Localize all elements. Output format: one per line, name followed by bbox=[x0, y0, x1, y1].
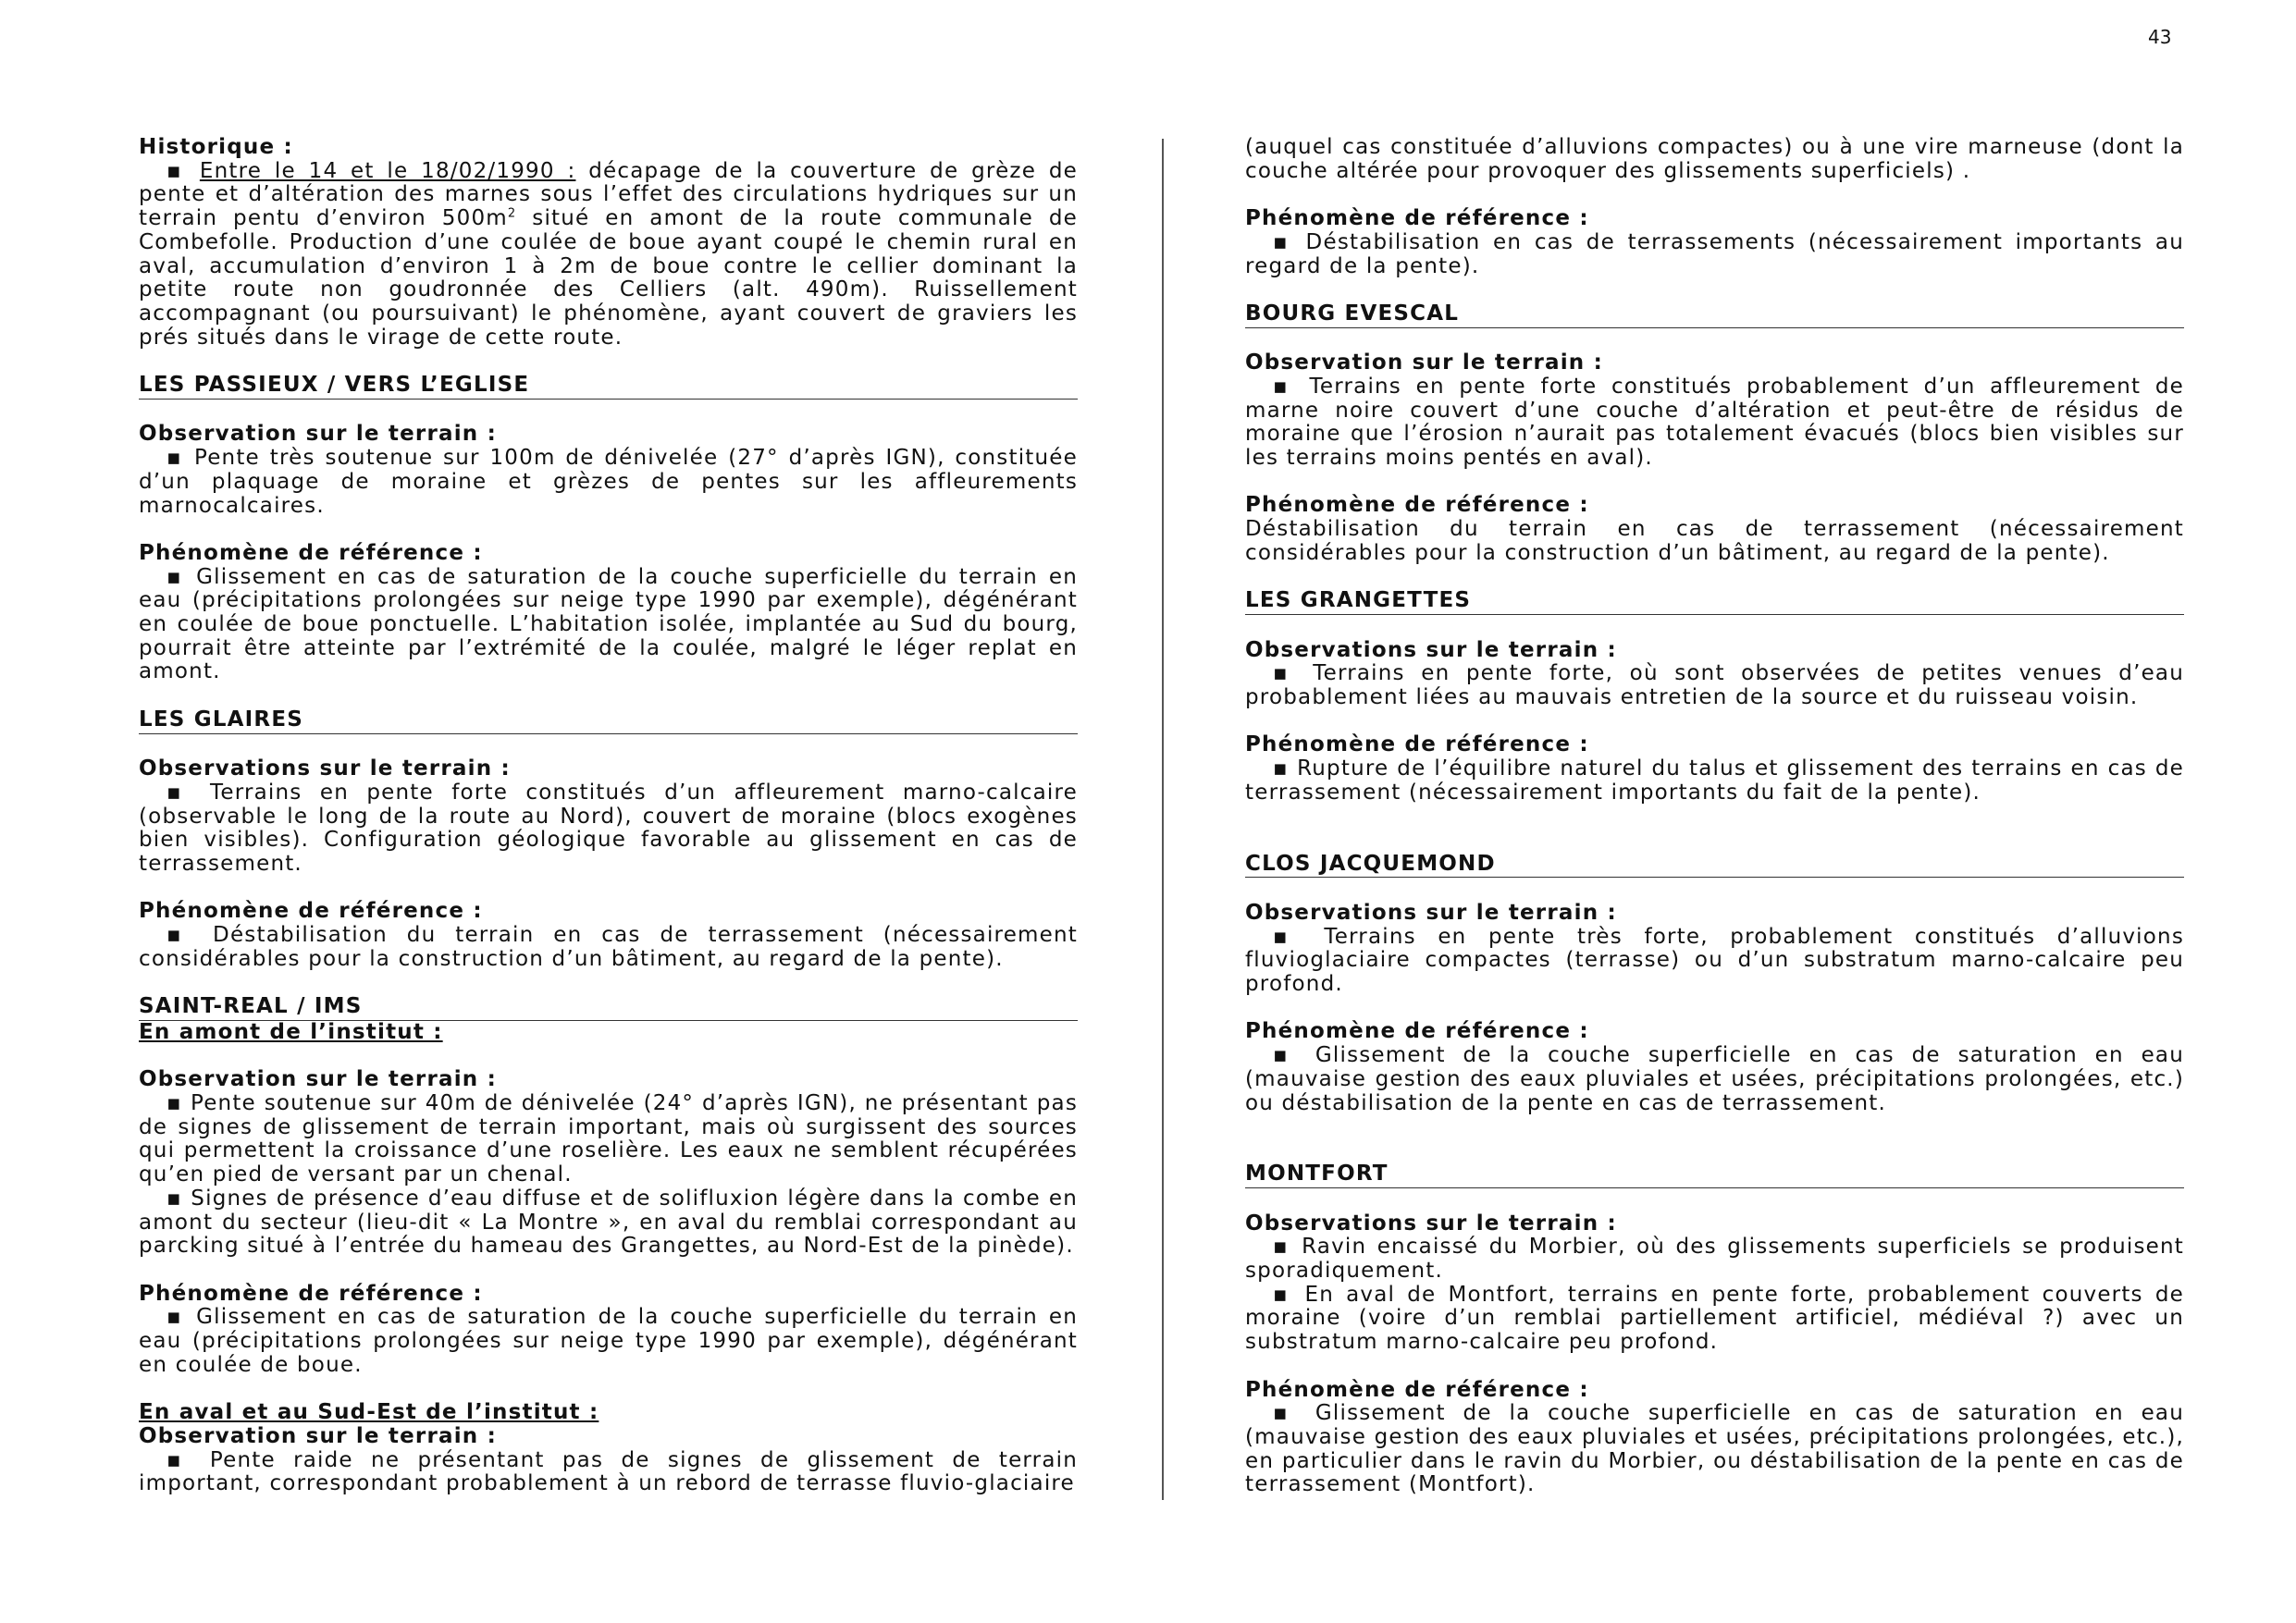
montfort-phen-label: Phénomène de référence : bbox=[1245, 1377, 1589, 1402]
saint-real-obs-text-2: ▪ Signes de présence d’eau diffuse et de solifluxion légère dans la combe en amont du secteur (lieu-dit « La Montre », en aval du remblai correspondant au parcking situé à l’entrée du hameau des Grangettes, au Nord-Est de la pinède). bbox=[139, 1186, 1078, 1259]
section-title-passieux: LES PASSIEUX / VERS L’EGLISE bbox=[139, 374, 1078, 400]
saint-real-amont-label: En amont de l’institut : bbox=[139, 1019, 443, 1044]
page-number: 43 bbox=[2148, 26, 2172, 48]
saint-real-obs-text-1: ▪ Pente soutenue sur 40m de dénivelée (24° d’après IGN), ne présentant pas de signes de glissement de terrain important, mais où surgissent des sources qui permettent la croissance d’une roselière. Les eaux ne semblent récupérées qu’en pied de versant par un chenal. bbox=[139, 1091, 1078, 1187]
grangettes-phen-text: ▪ Rupture de l’équilibre naturel du talus et glissement des terrains en cas de terrassement (nécessairement importants du fait de la pente). bbox=[1245, 756, 2184, 805]
saint-real-obs-label: Observation sur le terrain : bbox=[139, 1067, 497, 1092]
clos-phen-text: ▪ Glissement de la couche superficielle en cas de saturation en eau (mauvaise gestion des eaux pluviales et usées, précipitations prolongées, etc.) ou déstabilisation de la pente en cas de terrassement. bbox=[1245, 1043, 2184, 1115]
clos-obs-text: ▪ Terrains en pente très forte, probablement constitués d’alluvions fluvioglaciaire compactes (terrasse) ou d’un substratum marno-calcaire peu profond. bbox=[1245, 924, 2184, 997]
historique-text: ▪ Entre le 14 et le 18/02/1990 : décapage de la couverture de grèze de pente et d’altération des marnes sous l’effet des circulations hydriques sur un terrain pentu d’environ $500m^2$ situé en amont de la route communale de Combefolle. Production d’une coulée de boue ayant coupé le chemin rural en aval, accumulation d’environ 1 à 2m de boue contre le cellier dominant la petite route non goudronnée des Celliers (alt. 490m). Ruissellement accompagnant (ou poursuivant) le phénomène, ayant couvert de graviers les prés situés dans le virage de cette route. bbox=[139, 158, 1078, 350]
section-title-clos-jacquemond: CLOS JACQUEMOND bbox=[1245, 853, 2184, 879]
passieux-obs-label: Observation sur le terrain : bbox=[139, 422, 497, 447]
section-title-glaires: LES GLAIRES bbox=[139, 708, 1078, 734]
section-title-saint-real: SAINT-REAL / IMS bbox=[139, 995, 1078, 1021]
montfort-phen-text: ▪ Glissement de la couche superficielle en cas de saturation en eau (mauvaise gestion des eaux pluviales et usées, précipitations prolongées, etc.), en particulier dans le ravin du Morbier, ou déstabilisation de la pente en cas de terrassement (Montfort). bbox=[1245, 1401, 2184, 1497]
grangettes-obs-text: ▪ Terrains en pente forte, où sont observées de petites venues d’eau probablement liées au mauvais entretien de la source et du ruisseau voisin. bbox=[1245, 661, 2184, 710]
bourg-phen-text: Déstabilisation du terrain en cas de terrassement (nécessairement considérables pour la construction d’un bâtiment, au regard de la pente). bbox=[1245, 517, 2184, 565]
montfort-obs-label: Observations sur le terrain : bbox=[1245, 1211, 1617, 1236]
bourg-phen-label: Phénomène de référence : bbox=[1245, 493, 1589, 518]
saint-real-obs2-text: ▪ Pente raide ne présentant pas de signes de glissement de terrain important, correspondant probablement à un rebord de terrasse fluvio-glaciaire bbox=[139, 1447, 1078, 1496]
saint-real-phen-label: Phénomène de référence : bbox=[139, 1281, 483, 1306]
glaires-obs-text: ▪ Terrains en pente forte constitués d’un affleurement marno-calcaire (observable le long de la route au Nord), couvert de moraine (blocs exogènes bien visibles). Configuration géologique favorable au glissement en cas de terrassement. bbox=[139, 780, 1078, 877]
historique-label: Historique : bbox=[139, 135, 293, 159]
passieux-phen-text: ▪ Glissement en cas de saturation de la couche superficielle du terrain en eau (précipitations prolongées sur neige type 1990 par exemple), dégénérant en coulée de boue ponctuelle. L’habitation isolée, implantée au Sud du bourg, pourrait être atteinte par l’extrémité de la coulée, malgré le léger replat en amont. bbox=[139, 564, 1078, 684]
grangettes-obs-label: Observations sur le terrain : bbox=[1245, 637, 1617, 662]
saint-real-obs2-label: Observation sur le terrain : bbox=[139, 1423, 497, 1448]
clos-phen-label: Phénomène de référence : bbox=[1245, 1019, 1589, 1044]
continuation-phen-text: ▪ Déstabilisation en cas de terrassements (nécessairement importants au regard de la pente). bbox=[1245, 229, 2184, 278]
glaires-phen-text: ▪ Déstabilisation du terrain en cas de terrassement (nécessairement considérables pour la construction d’un bâtiment, au regard de la pente). bbox=[139, 923, 1078, 971]
passieux-obs-text: ▪ Pente très soutenue sur 100m de dénivelée (27° d’après IGN), constituée d’un plaquage de moraine et grèzes de pentes sur les affleurements marnocalcaires. bbox=[139, 446, 1078, 518]
right-column bbox=[1245, 136, 2184, 1497]
bourg-obs-text: ▪ Terrains en pente forte constitués probablement d’un affleurement de marne noire couvert d’une couche d’altération et peut-être de résidus de moraine que l’érosion n’aurait pas totalement évacués (blocs bien visibles sur les terrains moins pentés en aval). bbox=[1245, 374, 2184, 471]
section-title-bourg-evescal: BOURG EVESCAL bbox=[1245, 302, 2184, 328]
continuation-phen-label: Phénomène de référence : bbox=[1245, 206, 1589, 231]
historique-text-a: décapage de la couverture de grèze de pente et d’altération des marnes sous l’effet des circulations hydriques sur un terrain pentu d’environ 500m bbox=[139, 158, 1078, 231]
bourg-obs-label: Observation sur le terrain : bbox=[1245, 350, 1603, 375]
historique-text-b: situé en amont de la route communale de Combefolle. Production d’une coulée de boue ayant coupé le chemin rural en aval, accumulation d’environ 1 à 2m de boue contre le cellier dominant la petite route non goudronnée des Celliers (alt. 490m). Ruissellement accompagnant (ou poursuivant) le phénomène, ayant couvert de graviers les prés situés dans le virage de cette route. bbox=[139, 206, 1078, 350]
column-divider bbox=[1162, 139, 1164, 1500]
glaires-obs-label: Observations sur le terrain : bbox=[139, 756, 511, 781]
historique-date: Entre le 14 et le 18/02/1990 : bbox=[199, 158, 576, 183]
montfort-obs-text-1: ▪ Ravin encaissé du Morbier, où des glissements superficiels se produisent sporadiquement. bbox=[1245, 1235, 2184, 1284]
clos-obs-label: Observations sur le terrain : bbox=[1245, 900, 1617, 925]
saint-real-aval-label: En aval et au Sud-Est de l’institut : bbox=[139, 1400, 599, 1425]
continuation-text: (auquel cas constituée d’alluvions compactes) ou à une vire marneuse (dont la couche altérée pour provoquer des glissements superficiels) . bbox=[1245, 135, 2184, 183]
section-title-grangettes: LES GRANGETTES bbox=[1245, 589, 2184, 615]
glaires-phen-label: Phénomène de référence : bbox=[139, 899, 483, 924]
left-column bbox=[139, 136, 1078, 1496]
historique-sup: 2 bbox=[507, 206, 517, 221]
passieux-phen-label: Phénomène de référence : bbox=[139, 540, 483, 565]
saint-real-phen-text: ▪ Glissement en cas de saturation de la couche superficielle du terrain en eau (précipitations prolongées sur neige type 1990 par exemple), dégénérant en coulée de boue. bbox=[139, 1305, 1078, 1377]
grangettes-phen-label: Phénomène de référence : bbox=[1245, 732, 1589, 757]
montfort-obs-text-2: ▪ En aval de Montfort, terrains en pente forte, probablement couverts de moraine (voire d’un remblai partiellement artificiel, médiéval ?) avec un substratum marno-calcaire peu profond. bbox=[1245, 1282, 2184, 1355]
section-title-montfort: MONTFORT bbox=[1245, 1162, 2184, 1188]
